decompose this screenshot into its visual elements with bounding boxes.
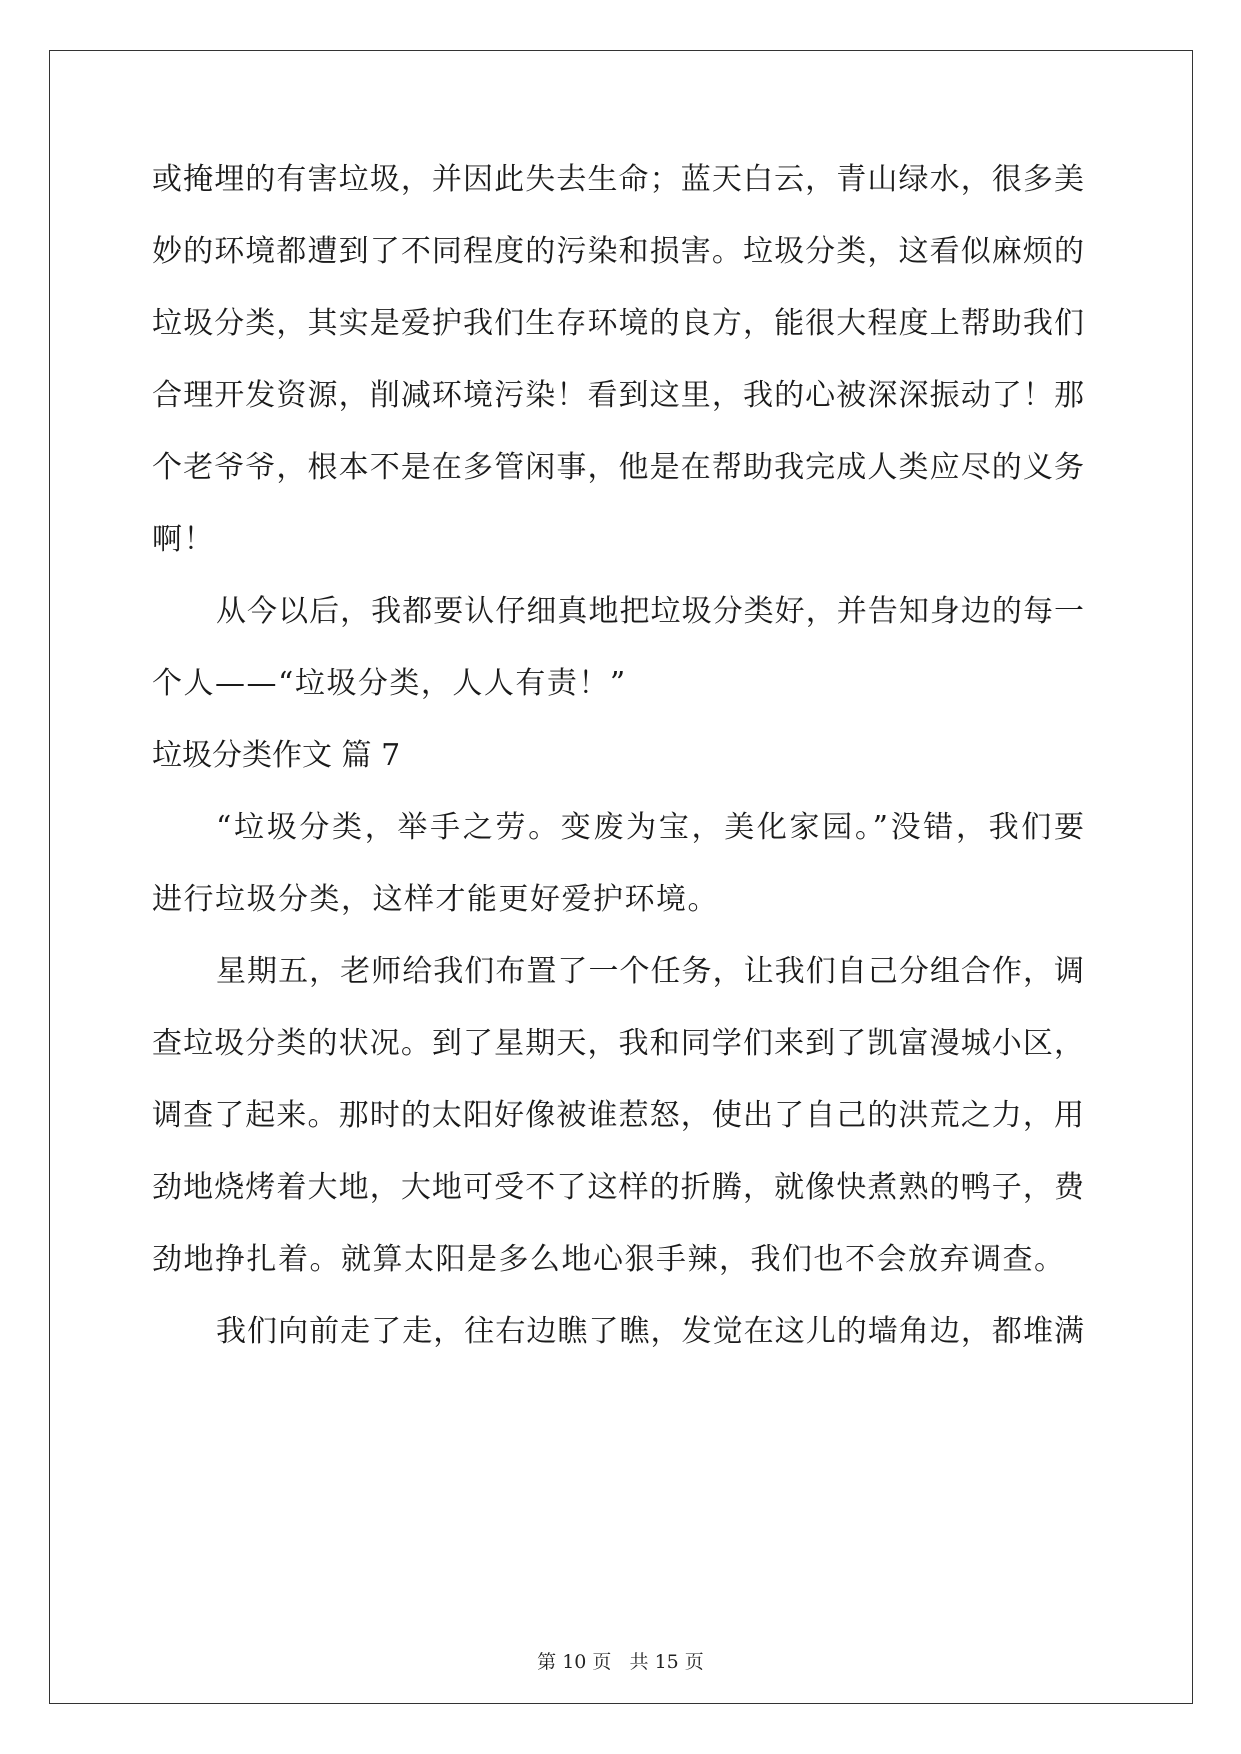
paragraph-line: 劲地挣扎着。就算太阳是多么地心狠手辣，我们也不会放弃调查。 xyxy=(152,1242,1066,1277)
page-border xyxy=(49,50,1193,1704)
paragraph-line: 我们向前走了走，往右边瞧了瞧，发觉在这儿的墙角边，都堆满 xyxy=(216,1314,1084,1349)
paragraph-line: 调查了起来。那时的太阳好像被谁惹怒，使出了自己的洪荒之力，用 xyxy=(152,1098,1084,1133)
paragraph-line: 个老爷爷，根本不是在多管闲事，他是在帮助我完成人类应尽的义务 xyxy=(152,450,1084,485)
paragraph-line: 从今以后，我都要认仔细真地把垃圾分类好，并告知身边的每一 xyxy=(216,594,1084,629)
paragraph-line: 妙的环境都遭到了不同程度的污染和损害。垃圾分类，这看似麻烦的 xyxy=(152,234,1084,269)
paragraph-line: 个人——“垃圾分类，人人有责！” xyxy=(152,666,627,701)
paragraph-line: 星期五，老师给我们布置了一个任务，让我们自己分组合作，调 xyxy=(216,954,1084,989)
page-number-footer: 第 10 页 共 15 页 xyxy=(537,1651,704,1673)
section-heading: 垃圾分类作文 篇 7 xyxy=(152,738,401,773)
paragraph-line: 垃圾分类，其实是爱护我们生存环境的良方，能很大程度上帮助我们 xyxy=(152,306,1084,341)
paragraph-line: 查垃圾分类的状况。到了星期天，我和同学们来到了凯富漫城小区， xyxy=(152,1026,1084,1061)
paragraph-line: 啊！ xyxy=(152,522,215,557)
paragraph-line: 劲地烧烤着大地，大地可受不了这样的折腾，就像快煮熟的鸭子，费 xyxy=(152,1170,1084,1205)
paragraph-line: 或掩埋的有害垃圾，并因此失去生命；蓝天白云，青山绿水，很多美 xyxy=(152,162,1084,197)
paragraph-line: 进行垃圾分类，这样才能更好爱护环境。 xyxy=(152,882,719,917)
paragraph-line: “垃圾分类，举手之劳。变废为宝，美化家园。”没错，我们要 xyxy=(216,810,1084,845)
paragraph-line: 合理开发资源，削减环境污染！看到这里，我的心被深深振动了！那 xyxy=(152,378,1084,413)
